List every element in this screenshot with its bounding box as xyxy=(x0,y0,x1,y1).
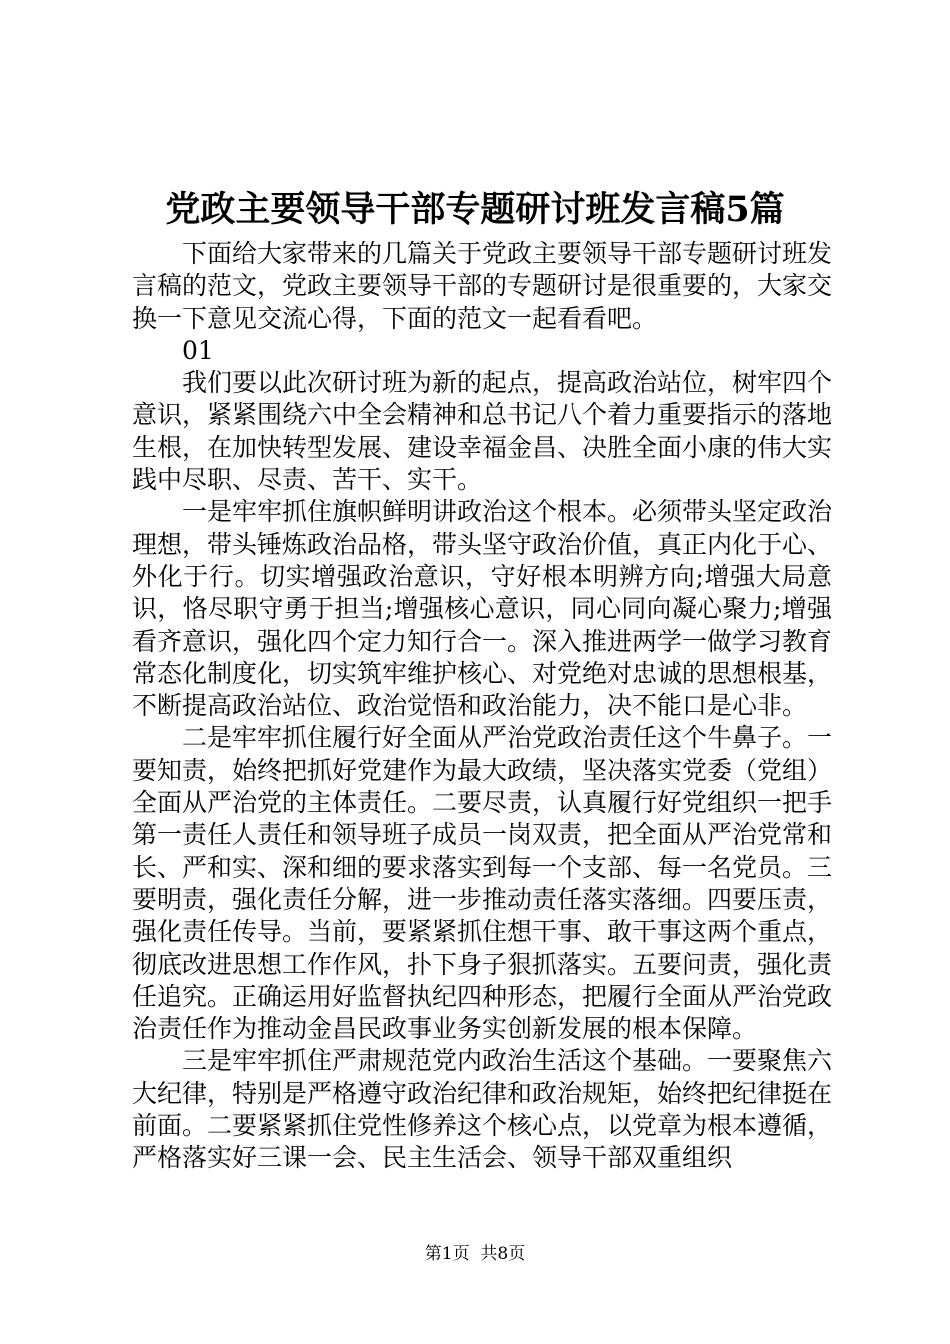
intro-paragraph: 下面给大家带来的几篇关于党政主要领导干部专题研讨班发言稿的范文，党政主要领导干部的专题研讨是很重要的，大家交换一下意见交流心得，下面的范文一起看看吧。 xyxy=(132,239,833,333)
page-footer: 第1页 共8页 xyxy=(424,1244,526,1264)
document-title: 党政主要领导干部专题研讨班发言稿5篇 xyxy=(165,189,785,230)
document-body xyxy=(132,238,832,1175)
body-paragraph: 一是牢牢抓住旗帜鲜明讲政治这个根本。必须带头坚定政治理想，带头锤炼政治品格，带头坚守政治价值，真正内化于心、外化于行。切实增强政治意识，守好根本明辨方向;增强大局意识，恪尽职守勇于担当;增强核心意识，同心同向凝心聚力;增强看齐意识，强化四个定力知行合一。深入推进两学一做学习教育常态化制度化，切实筑牢维护核心、对党绝对忠诚的思想根基，不断提高政治站位、政治觉悟和政治能力，决不能口是心非。 xyxy=(132,497,833,721)
body-paragraph: 我们要以此次研讨班为新的起点，提高政治站位，树牢四个意识，紧紧围绕六中全会精神和总书记八个着力重要指示的落地生根，在加快转型发展、建设幸福金昌、决胜全面小康的伟大实践中尽职、尽责、苦干、实干。 xyxy=(132,368,833,495)
section-number: 01 xyxy=(182,335,214,365)
body-paragraph: 二是牢牢抓住履行好全面从严治党政治责任这个牛鼻子。一要知责，始终把抓好党建作为最大政绩，坚决落实党委（党组）全面从严治党的主体责任。二要尽责，认真履行好党组织一把手第一责任人责任和领导班子成员一岗双责，把全面从严治党常和长、严和实、深和细的要求落实到每一个支部、每一名党员。三要明责，强化责任分解，进一步推动责任落实落细。四要压责，强化责任传导。当前，要紧紧抓住想干事、敢干事这两个重点，彻底改进思想工作作风，扑下身子狠抓落实。五要问责，强化责任追究。正确运用好监督执纪四种形态，把履行全面从严治党政治责任作为推动金昌民政事业务实创新发展的根本保障。 xyxy=(132,723,833,1044)
body-paragraph: 三是牢牢抓住严肃规范党内政治生活这个基础。一要聚焦六大纪律，特别是严格遵守政治纪律和政治规矩，始终把纪律挺在前面。二要紧紧抓住党性修养这个核心点，以党章为根本遵循，严格落实好三课一会、民主生活会、领导干部双重组织 xyxy=(132,1046,833,1173)
